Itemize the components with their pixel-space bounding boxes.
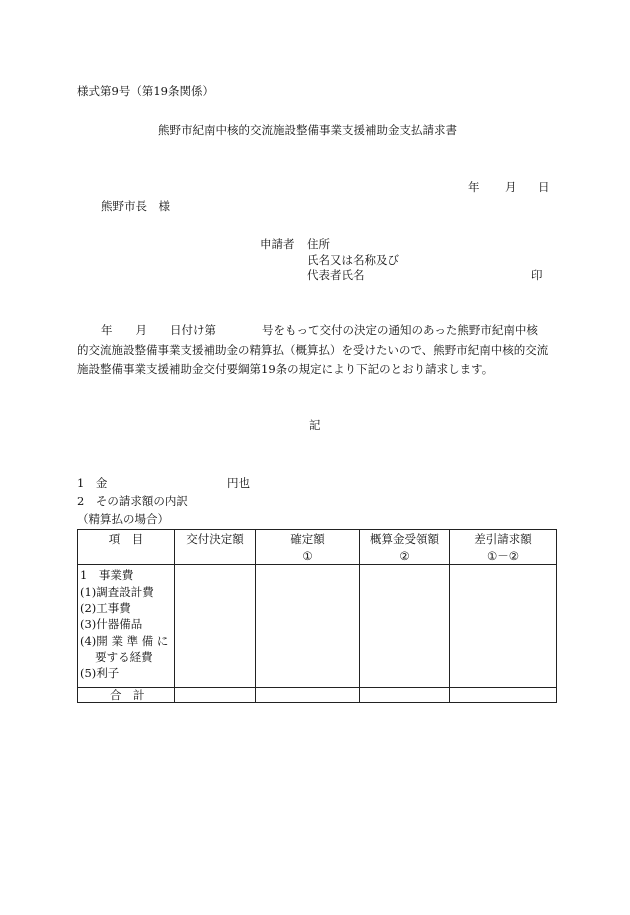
header-item: 項 目 [78,530,175,565]
applicant-representative-label: 代表者氏名 [307,268,365,282]
table-body-row [78,565,557,688]
date-month-label: 月 [505,180,517,194]
seal-mark: 印 [531,268,543,282]
difference-amount-cell [450,565,557,688]
header-decided-amount: 交付決定額 [175,530,256,565]
list-item: (4)開 業 準 備 に [80,633,169,648]
page-title: 熊野市紀南中核的交流施設整備事業支援補助金支払請求書 [158,123,457,137]
addressee: 熊野市長 様 [101,199,170,213]
breakdown-heading: 2 その請求額の内訳 [77,494,188,508]
ki-heading: 記 [309,418,321,432]
total-decided-cell [175,688,256,703]
body-line-3: 施設整備事業支援補助金交付要綱第19条の規定により下記のとおり請求します。 [77,362,494,376]
form-number: 様式第9号（第19条関係） [77,84,214,98]
list-item: (5)利子 [80,666,120,681]
table-total-row [78,688,557,703]
applicant-address-label: 住所 [307,237,330,251]
decided-amount-cell [175,565,256,688]
list-item: (1)調査設計費 [80,584,154,599]
header-difference-amount: 差引請求額 ①－② [450,530,557,565]
applicant-name-label: 氏名又は名称及び [307,253,399,267]
date-day-label: 日 [538,180,550,194]
total-label: 合 計 [78,688,175,703]
body-line-2: 的交流施設整備事業支援補助金の精算払（概算払）を受けたいので、熊野市紀南中核的交流 [77,343,549,357]
date-year-label: 年 [468,180,480,194]
confirmed-amount-cell [256,565,360,688]
confirmed-mark: ① [302,548,313,563]
header-confirmed-amount: 確定額 ① [256,530,360,565]
items-list [78,565,175,688]
breakdown-table [77,529,557,703]
applicant-label: 申請者 [260,237,295,251]
list-item: 要する経費 [80,649,153,664]
amount-label: 1 金 [77,476,108,490]
difference-mark: ①－② [486,548,520,563]
received-amount-cell [360,565,450,688]
received-mark: ② [399,548,410,563]
table-header-row [78,530,557,565]
total-confirmed-cell [256,688,360,703]
body-line-1: 年 月 日付け第 号をもって交付の決定の通知のあった熊野市紀南中核 [101,323,538,337]
list-item: (2)工事費 [80,600,131,615]
total-difference-cell [450,688,557,703]
header-received-amount: 概算金受領額 ② [360,530,450,565]
total-received-cell [360,688,450,703]
list-item: (3)什器備品 [80,617,143,632]
settlement-note: （精算払の場合） [77,512,169,526]
list-item: 1 事業費 [80,568,134,583]
amount-suffix: 円也 [227,476,250,490]
